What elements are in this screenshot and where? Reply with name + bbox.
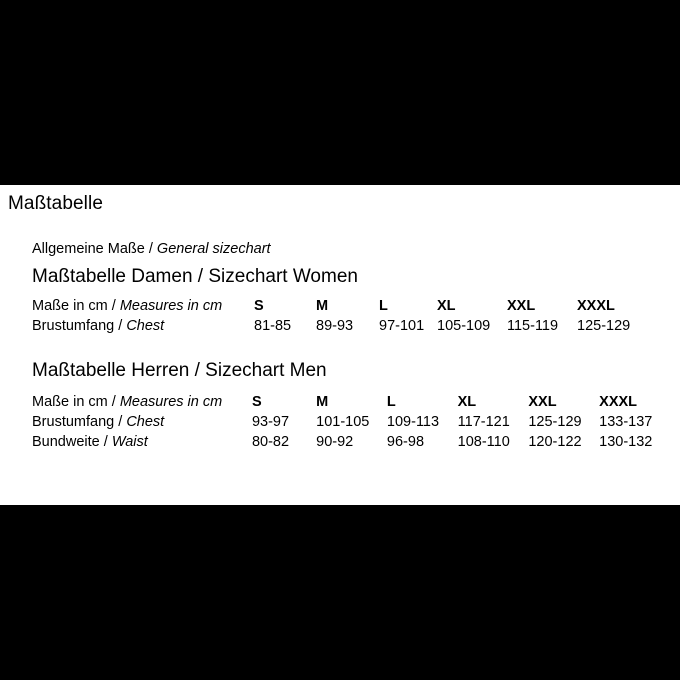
men-waist-value-xxxl: 130-132 [599, 434, 653, 450]
general-sizechart-subtitle-italic: General sizechart [156, 241, 271, 257]
men-waist-label-separator: / [99, 434, 112, 450]
men-waist-value-xxl: 120-122 [528, 434, 582, 450]
general-sizechart-subtitle [32, 241, 670, 257]
women-row-label-chest [32, 318, 254, 338]
general-sizechart-subtitle-separator: / [144, 241, 157, 257]
women-sizechart-table [32, 298, 647, 338]
men-waist-value-m: 90-92 [316, 434, 354, 450]
men-chest-value-xxl: 125-129 [528, 414, 582, 430]
women-section-heading: Maßtabelle Damen / Sizechart Women [32, 266, 358, 287]
men-section-heading: Maßtabelle Herren / Sizechart Men [32, 360, 327, 381]
men-measures-label-plain: Maße in cm [32, 394, 108, 410]
men-size-header-xl: XL [457, 394, 477, 410]
men-chest-label-plain: Brustumfang [32, 414, 115, 430]
general-sizechart-subtitle-plain: Allgemeine Maße [32, 241, 145, 257]
men-size-header-l: L [386, 394, 396, 410]
men-size-header-s: S [251, 394, 262, 410]
women-chest-value-xxl: 115-119 [507, 318, 559, 334]
women-chest-value-xl: 105-109 [437, 318, 491, 334]
men-waist-value-s: 80-82 [251, 434, 290, 450]
sizechart-sheet [0, 185, 680, 505]
women-size-header-s: S [254, 298, 264, 314]
sizechart-content [32, 241, 670, 454]
table-row [32, 318, 647, 338]
men-chest-label-separator: / [114, 414, 127, 430]
men-sizechart-table [32, 394, 670, 454]
men-measures-label-italic: Measures in cm [119, 394, 223, 410]
men-chest-value-l: 109-113 [386, 414, 440, 430]
women-measures-label-cell [32, 298, 254, 318]
women-measures-label-separator: / [107, 298, 120, 314]
men-row-label-waist [32, 434, 252, 454]
table-row [32, 414, 670, 434]
table-header-row [32, 298, 647, 318]
table-header-row [32, 394, 670, 414]
men-waist-label-italic: Waist [111, 434, 148, 450]
men-waist-label-plain: Bundweite [32, 434, 100, 450]
women-size-header-xxxl: XXXL [577, 298, 615, 314]
women-chest-value-xxxl: 125-129 [577, 318, 631, 334]
women-size-header-xl: XL [437, 298, 456, 314]
women-size-header-l: L [379, 298, 388, 314]
men-waist-value-l: 96-98 [386, 434, 425, 450]
men-chest-value-xxxl: 133-137 [599, 414, 653, 430]
men-section [32, 360, 670, 454]
women-measures-label-italic: Measures in cm [119, 298, 223, 314]
women-measures-label-plain: Maße in cm [32, 298, 108, 314]
men-waist-value-xl: 108-110 [457, 434, 510, 450]
men-size-header-m: M [316, 394, 329, 410]
men-chest-value-s: 93-97 [251, 414, 290, 430]
women-row-label-plain: Brustumfang [32, 318, 115, 334]
men-row-label-chest [32, 414, 252, 434]
women-chest-value-m: 89-93 [316, 318, 354, 334]
men-measures-label-separator: / [107, 394, 120, 410]
men-chest-value-m: 101-105 [316, 414, 370, 430]
men-size-header-xxxl: XXXL [599, 394, 638, 410]
women-size-header-xxl: XXL [507, 298, 536, 314]
men-chest-value-xl: 117-121 [457, 414, 510, 430]
men-chest-label-italic: Chest [126, 414, 165, 430]
women-size-header-m: M [316, 298, 329, 314]
page-title: Maßtabelle [8, 193, 103, 214]
women-row-label-italic: Chest [126, 318, 165, 334]
men-measures-label-cell [32, 394, 252, 414]
table-row [32, 434, 670, 454]
men-size-header-xxl: XXL [528, 394, 557, 410]
women-chest-value-s: 81-85 [254, 318, 292, 334]
women-chest-value-l: 97-101 [379, 318, 425, 334]
women-row-label-separator: / [114, 318, 127, 334]
